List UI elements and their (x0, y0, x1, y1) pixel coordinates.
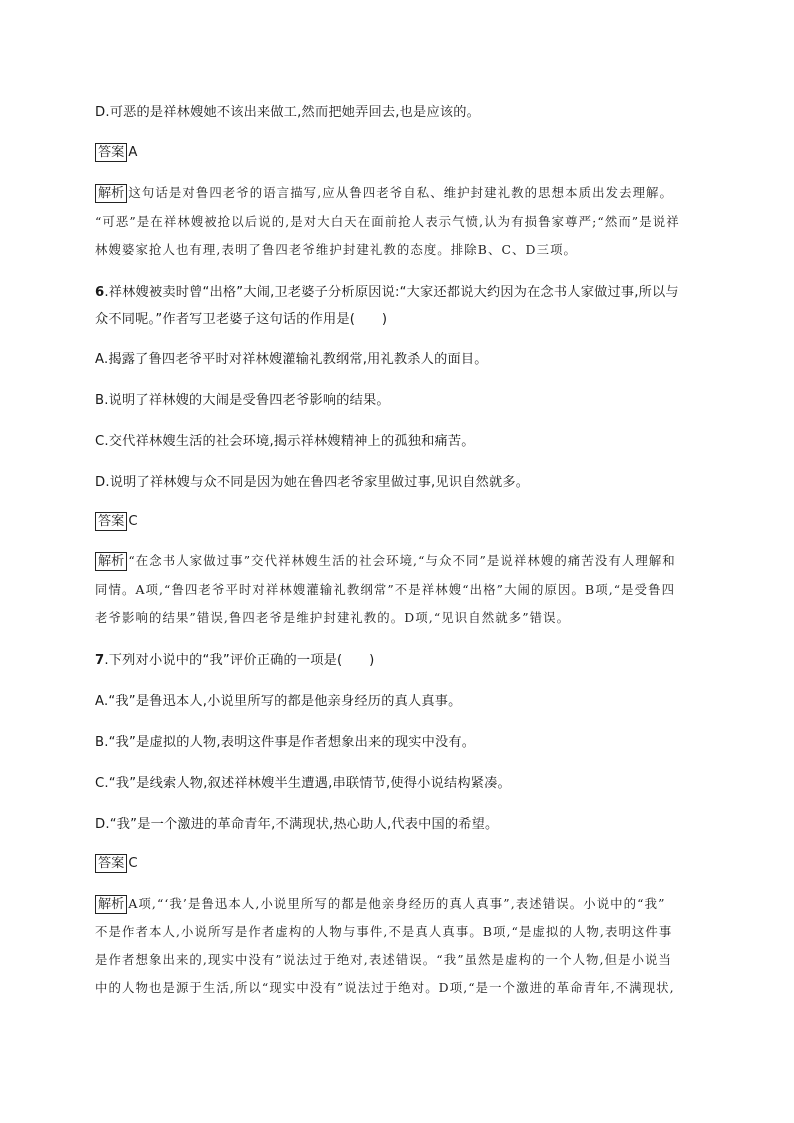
q5-option-d: D.可恶的是祥林嫂她不该出来做工,然而把她弄回去,也是应该的。 (95, 105, 480, 120)
q6-analysis-line-3: 老爷影响的结果”错误,鲁四老爷是维护封建礼教的。D项,“见识自然就多”错误。 (95, 610, 571, 625)
q7-answer (95, 854, 138, 873)
q7-analysis-line-3: 是作者想象出来的,现实中没有”说法过于绝对,表述错误。“我”虽然是虚构的一个人物,但是小说当 (95, 952, 673, 967)
q7-option-c: C.“我”是线索人物,叙述祥林嫂半生遭遇,串联情节,使得小说结构紧凑。 (95, 776, 511, 791)
question-number: 7 (95, 653, 105, 668)
analysis-label: 解析 (95, 552, 127, 571)
q7-analysis-line-4: 中的人物也是源于生活,所以“现实中没有”说法过于绝对。D项,“是一个激进的革命青年,不满现状, (95, 980, 675, 995)
answer-label: 答案 (95, 512, 127, 531)
q5-analysis-line-2: “可恶”是在祥林嫂被抢以后说的,是对大白天在面前抢人表示气愤,认为有损鲁家尊严;“然而”是说祥 (95, 214, 680, 229)
analysis-text: “在念书人家做过事”交代祥林嫂生活的社会环境,“与众不同”是说祥林嫂的痛苦没有人理解和 (128, 553, 676, 568)
question-number: 6 (95, 285, 105, 300)
analysis-text: 这句话是对鲁四老爷的语言描写,应从鲁四老爷自私、维护封建礼教的思想本质出发去理解。 (128, 185, 674, 200)
q5-answer (95, 143, 138, 162)
stem-text: .祥林嫂被卖时曾“出格”大闹,卫老婆子分析原因说:“大家还都说大约因为在念书人家做过事,所以与 (104, 285, 679, 300)
q6-option-b: B.说明了祥林嫂的大闹是受鲁四老爷影响的结果。 (95, 393, 390, 408)
q7-analysis-line-2: 不是作者本人,小说所写是作者虚构的人物与事件,不是真人真事。B项,“是虚拟的人物,表明这件事 (95, 924, 673, 939)
q6-option-d: D.说明了祥林嫂与众不同是因为她在鲁四老爷家里做过事,见识自然就多。 (95, 475, 530, 490)
q7-stem (95, 649, 375, 668)
analysis-label: 解析 (95, 895, 127, 914)
answer-value: A (128, 145, 138, 160)
q6-stem-line-2: 众不同呢。”作者写卫老婆子这句话的作用是( ) (95, 312, 388, 327)
answer-value: C (128, 856, 138, 871)
q6-analysis-line-1 (95, 551, 676, 571)
q6-analysis-line-2: 同情。A项,“鲁四老爷平时对祥林嫂灌输礼教纲常”不是祥林嫂“出格”大闹的原因。B项,“是受鲁四 (95, 582, 676, 597)
stem-text: .下列对小说中的“我”评价正确的一项是( ) (104, 653, 375, 668)
analysis-text: A项,“‘我’是鲁迅本人,小说里所写的都是他亲身经历的真人真事”,表述错误。小说中的“我” (128, 896, 666, 911)
q6-stem-line-1 (95, 281, 679, 300)
q6-answer (95, 512, 138, 531)
q7-option-a: A.“我”是鲁迅本人,小说里所写的都是他亲身经历的真人真事。 (95, 694, 462, 709)
q6-option-a: A.揭露了鲁四老爷平时对祥林嫂灌输礼教纲常,用礼教杀人的面目。 (95, 352, 488, 367)
q5-analysis-line-3: 林嫂婆家抢人也有理,表明了鲁四老爷维护封建礼教的态度。排除B、C、D三项。 (95, 242, 578, 257)
q6-option-c: C.交代祥林嫂生活的社会环境,揭示祥林嫂精神上的孤独和痛苦。 (95, 434, 475, 449)
answer-value: C (128, 514, 138, 529)
answer-label: 答案 (95, 854, 127, 873)
q7-option-b: B.“我”是虚拟的人物,表明这件事是作者想象出来的现实中没有。 (95, 735, 476, 750)
q7-analysis-line-1 (95, 894, 666, 914)
q5-analysis-line-1 (95, 183, 673, 203)
answer-label: 答案 (95, 143, 127, 162)
q7-option-d: D.“我”是一个激进的革命青年,不满现状,热心助人,代表中国的希望。 (95, 817, 499, 832)
analysis-label: 解析 (95, 184, 127, 203)
